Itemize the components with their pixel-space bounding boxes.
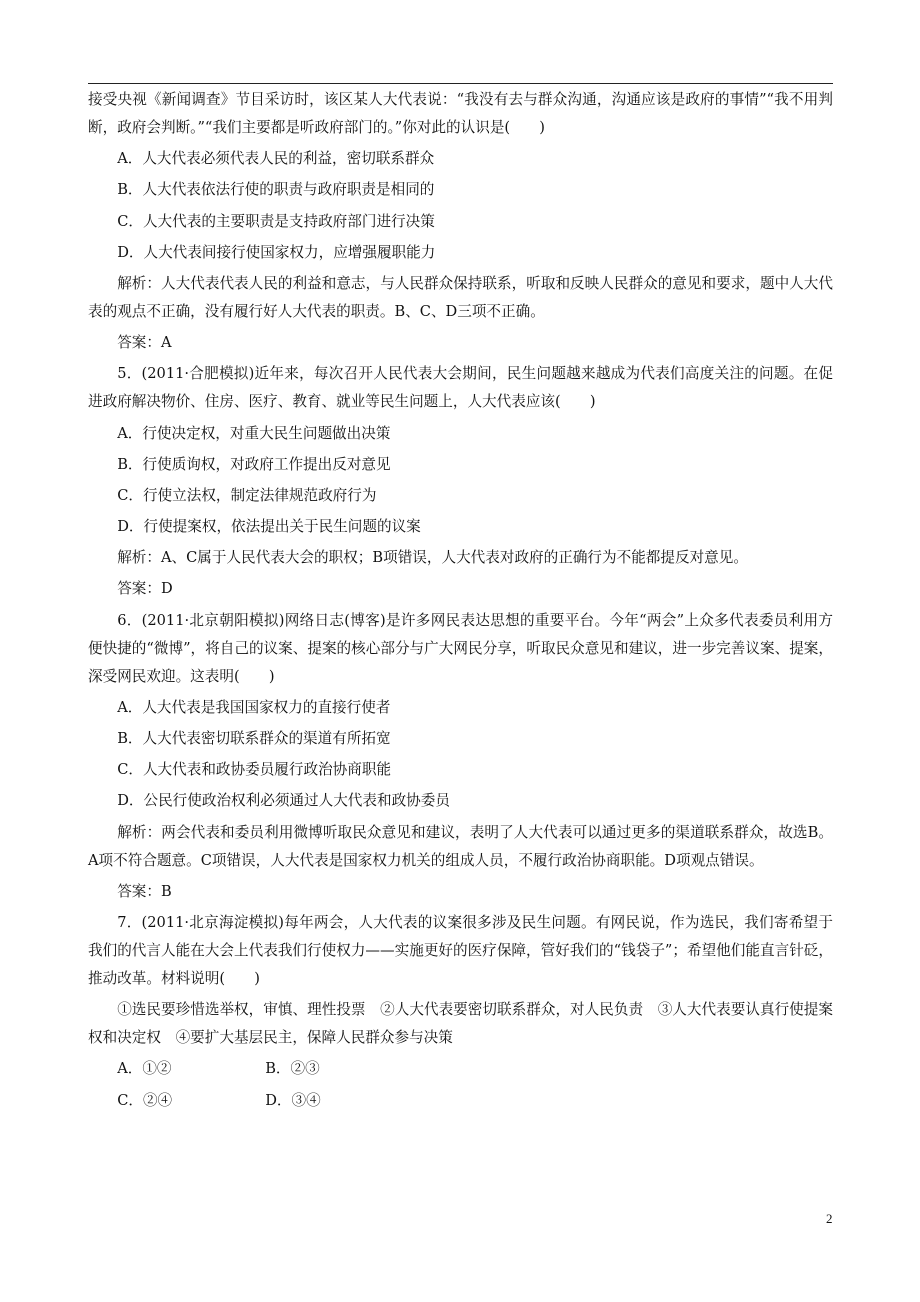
- question-7-choices: [88, 1055, 833, 1117]
- question-5-answer: 答案：D: [117, 580, 173, 598]
- document-body: [88, 86, 833, 1118]
- question-4-option-c: C．人大代表的主要职责是支持政府部门进行决策: [117, 212, 435, 230]
- question-4-analysis: 解析：人大代表代表人民的利益和意志，与人民群众保持联系，听取和反映人民群众的意见和要求，题中人大代表的观点不正确，没有履行好人大代表的职责。B、C、D三项不正确。: [88, 274, 833, 320]
- question-6-option-c: C．人大代表和政协委员履行政治协商职能: [117, 761, 392, 779]
- question-6-option-a: A．人大代表是我国国家权力的直接行使者: [117, 698, 391, 716]
- question-5-option-a: A．行使决定权，对重大民生问题做出决策: [117, 424, 391, 442]
- question-5-option-c: C．行使立法权，制定法律规范政府行为: [117, 486, 377, 504]
- question-6-answer: 答案：B: [117, 882, 172, 900]
- question-4-option-b: B．人大代表依法行使的职责与政府职责是相同的: [117, 181, 435, 199]
- question-7-choice-row: [88, 1087, 833, 1115]
- question-6-analysis: 解析：两会代表和委员利用微博听取民众意见和建议，表明了人大代表可以通过更多的渠道联系群众，故选B。A项不符合题意。C项错误，人大代表是国家权力机关的组成人员，不履行政治协商职能。D项观点错误。: [88, 823, 833, 869]
- question-5-stem: 5．(2011·合肥模拟)近年来，每次召开人民代表大会期间，民生问题越来越成为代表们高度关注的问题。在促进政府解决物价、住房、医疗、教育、就业等民生问题上，人大代表应该( ): [88, 365, 833, 411]
- question-5-option-b: B．行使质询权，对政府工作提出反对意见: [117, 455, 391, 473]
- question-5-analysis: 解析：A、C属于人民代表大会的职权；B项错误，人大代表对政府的正确行为不能都提反对意见。: [117, 549, 748, 567]
- question-4-option-a: A．人大代表必须代表人民的利益，密切联系群众: [117, 150, 435, 168]
- question-5-option-d: D．行使提案权，依法提出关于民生问题的议案: [117, 518, 421, 536]
- question-7-choice-b: B．②③: [265, 1060, 320, 1078]
- header-rule: [88, 83, 833, 84]
- question-4-stem-continued: 接受央视《新闻调查》节目采访时，该区某人大代表说：“我没有去与群众沟通，沟通应该是政府的事情”“我不用判断，政府会判断。”“我们主要都是听政府部门的。”你对此的认识是( ): [88, 91, 833, 136]
- question-7-statements: ①选民要珍惜选举权，审慎、理性投票 ②人大代表要密切联系群众，对人民负责 ③人大代表要认真行使提案权和决定权 ④要扩大基层民主，保障人民群众参与决策: [88, 1001, 833, 1047]
- question-7-choice-a: A．①②: [117, 1060, 172, 1078]
- question-7-choice-d: D．③④: [265, 1091, 321, 1109]
- question-7-stem: 7．(2011·北京海淀模拟)每年两会，人大代表的议案很多涉及民生问题。有网民说，作为选民，我们寄希望于我们的代言人能在大会上代表我们行使权力——实施更好的医疗保障，管好我们的“钱袋子”；希望他们能直言针砭，推动改革。材料说明( ): [88, 913, 833, 987]
- question-7-choice-row: [88, 1055, 833, 1083]
- question-6-stem: 6．(2011·北京朝阳模拟)网络日志(博客)是许多网民表达思想的重要平台。今年“两会”上众多代表委员利用方便快捷的“微博”，将自己的议案、提案的核心部分与广大网民分享，听取民众意见和建议，进一步完善议案、提案，深受网民欢迎。这表明( ): [88, 611, 833, 685]
- question-6-option-b: B．人大代表密切联系群众的渠道有所拓宽: [117, 730, 391, 747]
- question-4-answer: 答案：A: [117, 334, 172, 352]
- page-number: 2: [826, 1211, 833, 1226]
- question-7-choice-c: C．②④: [117, 1091, 173, 1109]
- question-4-option-d: D．人大代表间接行使国家权力，应增强履职能力: [117, 243, 436, 261]
- question-6-option-d: D．公民行使政治权利必须通过人大代表和政协委员: [117, 792, 450, 810]
